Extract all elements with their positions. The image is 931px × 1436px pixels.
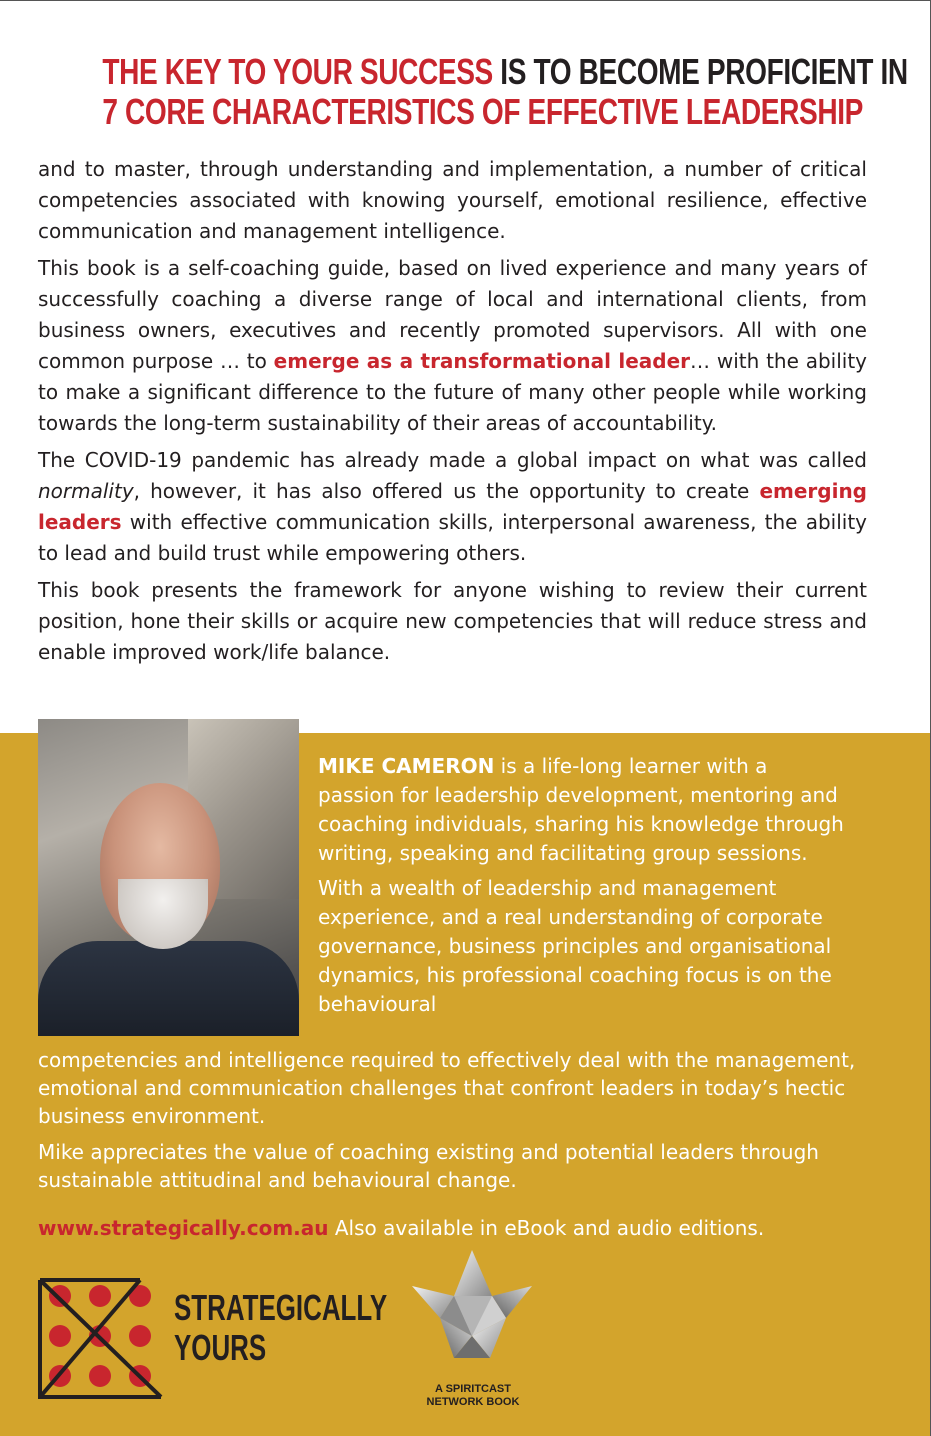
- spiritcast-publisher-label: [403, 1383, 543, 1409]
- wordmark-line-2: YOURS: [174, 1327, 267, 1368]
- editions-text: Also available in eBook and audio editions.: [328, 1216, 765, 1240]
- headline-line-2: 7 CORE CHARACTERISTICS OF EFFECTIVE LEADERSHIP: [102, 91, 863, 132]
- bio-paragraph-2-start: With a wealth of leadership and management experience, and a real understanding of corporate governance, business principles and organisational dynamics, his professional coaching focus is on the behavioural: [318, 876, 832, 1016]
- website-line: [38, 1214, 898, 1242]
- blurb-p2-start: This book is a self-coaching guide, based on lived experience and many years of successfully coaching a diverse range of local and international clients, from business owners, executives and recently promoted supervisors. All with one common purpose … to: [38, 256, 867, 373]
- blurb-highlight-emerging-leaders: emerging leaders: [38, 479, 867, 534]
- blurb-normality: normality: [38, 479, 134, 503]
- blurb-p3-middle: , however, it has also offered us the opportunity to create: [133, 479, 760, 503]
- page-top-border: [0, 0, 931, 1]
- headline-line-1: [102, 51, 908, 92]
- headline-highlight: THE KEY TO YOUR SUCCESS: [102, 51, 493, 92]
- blurb-p3-end: with effective communication skills, interpersonal awareness, the ability to lead and build trust while empowering others.: [38, 510, 867, 565]
- bio-paragraph-3: Mike appreciates the value of coaching existing and potential leaders through sustainable attitudinal and behavioural change.: [38, 1140, 819, 1192]
- wordmark-line-1: STRATEGICALLY: [174, 1287, 388, 1328]
- blurb-paragraph-1: and to master, through understanding and implementation, a number of critical competencies associated with knowing yourself, emotional resilience, effective communication and management intelligence.: [38, 157, 867, 243]
- blurb-highlight-transformational-leader: emerge as a transformational leader: [273, 349, 691, 373]
- bio-paragraph-2-end: competencies and intelligence required to effectively deal with the management, emotional and communication challenges that confront leaders in today’s hectic business environment.: [38, 1048, 856, 1128]
- author-bio-continued: [38, 1046, 868, 1202]
- author-bio: [318, 752, 848, 1025]
- author-name: MIKE CAMERON: [318, 754, 495, 778]
- headline: [102, 51, 908, 132]
- spiritcast-star-icon: [410, 1248, 534, 1378]
- blurb-paragraph-4: This book presents the framework for anyone wishing to review their current position, hone their skills or acquire new competencies that will reduce stress and enable improved work/life balance.: [38, 578, 867, 664]
- blurb-p2-end: … with the ability to make a significant difference to the future of many other people while working towards the long-term sustainability of their areas of accountability.: [38, 349, 868, 435]
- bio-paragraph-1: [318, 752, 848, 868]
- strategically-yours-wordmark: [174, 1288, 387, 1368]
- blurb-paragraph-2: [38, 253, 867, 439]
- publisher-line-1: A SPIRITCAST: [435, 1383, 511, 1395]
- website-link[interactable]: www.strategically.com.au: [38, 1216, 329, 1240]
- strategically-yours-logo-icon: [38, 1274, 163, 1399]
- bio-p1-rest: is a life-long learner with a passion for leadership development, mentoring and coaching individuals, sharing his knowledge through writing, speaking and facilitating group sessions.: [318, 754, 844, 865]
- publisher-line-2: NETWORK BOOK: [426, 1396, 520, 1408]
- blurb-text: [38, 154, 867, 674]
- blurb-p3-start: The COVID-19 pandemic has already made a global impact on what was called: [38, 448, 867, 472]
- author-photo: [38, 719, 299, 1036]
- blurb-paragraph-3: [38, 445, 867, 569]
- headline-line-1-rest: IS TO BECOME PROFICIENT IN: [492, 51, 908, 92]
